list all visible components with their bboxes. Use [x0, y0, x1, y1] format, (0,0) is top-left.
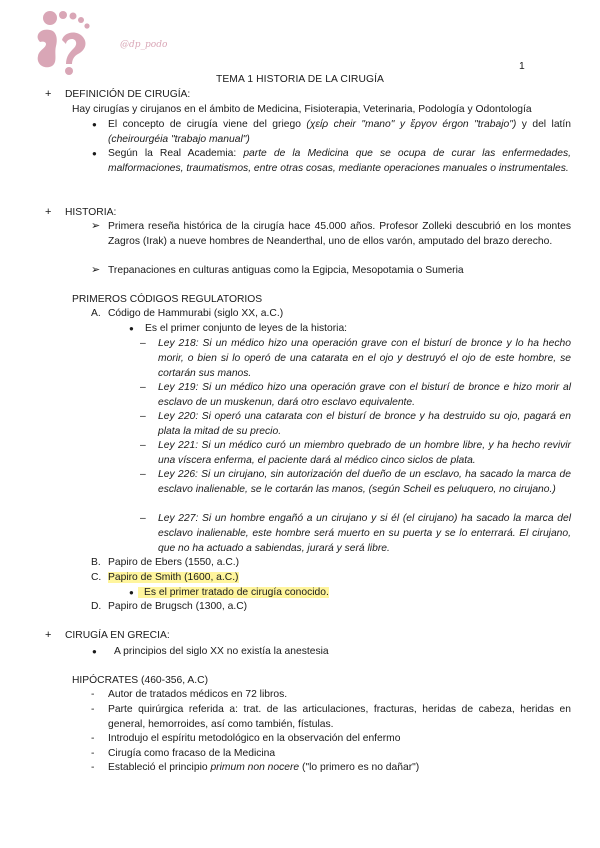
page-title: TEMA 1 HISTORIA DE LA CIRUGÍA [215, 74, 385, 85]
papiro-smith-note: Es el primer tratado de cirugía conocido. [138, 585, 329, 600]
dash-bullet-icon: – [140, 411, 146, 422]
ley-221: Ley 221: Si un médico curó un miembro quebrado de un hombre libre, y ha hecho revivir una víscera enferma, el paciente dará al médico cinco siclos de plata. [158, 440, 571, 466]
ley-218: Ley 218: Si un médico hizo una operación grave con el bisturí de bronce y lo ha hecho morir, o bien si lo operó de una catarata en el ojo y destruyó el ojo de este hombre, se cortarán sus manos. [158, 338, 571, 379]
grecia-anestesia: A principios del siglo XX no existía la anestesia [114, 646, 329, 657]
ley-219: Ley 219: Si un médico hizo una operación grave con el bisturí de bronce e hizo morir al esclavo de un muskenun, dará otro esclavo equivalente. [158, 382, 571, 408]
section-heading-codigos: PRIMEROS CÓDIGOS REGULATORIOS [72, 294, 263, 305]
social-handle: @dp_podo [120, 40, 168, 50]
dash-bullet-icon: - [91, 733, 95, 744]
definicion-intro: Hay cirugías y cirujanos en el ámbito de Medicina, Fisioterapia, Veterinaria, Podología y Odontología [72, 104, 532, 115]
dot-bullet-icon: ● [129, 324, 134, 333]
dash-bullet-icon: – [140, 440, 146, 451]
dash-bullet-icon: – [140, 469, 146, 480]
dash-bullet-icon: - [91, 748, 95, 759]
list-label-a: A. [91, 308, 101, 319]
arrow-bullet-icon: ➢ [91, 220, 101, 232]
codigo-hammurabi: Código de Hammurabi (siglo XX, a.C.) [108, 308, 284, 319]
ley-227: Ley 227: Si un hombre engañó a un cirujano y si él (el cirujano) ha sacado la marca del esclavo inalienable, este hombre será muerto en su puerta y se lo enterrará. El cirujano, que no ha actuado a sabiendas, jurará y será libre. [158, 513, 571, 554]
hipocrates-item-primum: Estableció el principio primum non nocere ("lo primero es no dañar") [108, 762, 420, 773]
historia-item-zolleki: Primera reseña histórica de la cirugía hace 45.000 años. Profesor Zolleki descubrió en los montes Zagros (Irak) a nueve hombres de Neanderthal, uno de ellos varón, amputado del brazo derecho. [108, 221, 571, 247]
hipocrates-item: Cirugía como fracaso de la Medicina [108, 748, 276, 759]
dash-bullet-icon: – [140, 382, 146, 393]
dot-bullet-icon: ● [92, 149, 97, 158]
page-number: 1 [519, 61, 525, 72]
list-label-b: B. [91, 557, 101, 568]
definicion-bullet-rae: Según la Real Academia: parte de la Medicina que se ocupa de curar las enfermedades, malformaciones, traumatismos, entre otras cosas, mediante operaciones manuales o instrumentales. [108, 148, 571, 174]
list-label-d: D. [91, 601, 102, 612]
hipocrates-item: Autor de tratados médicos en 72 libros. [108, 689, 288, 700]
podology-logo [28, 6, 108, 76]
dash-bullet-icon: – [140, 338, 146, 349]
dash-bullet-icon: - [91, 704, 95, 715]
section-heading-hipocrates: HIPÓCRATES (460-356, A.C) [72, 675, 209, 686]
hipocrates-item: Introdujo el espíritu metodológico en la observación del enfermo [108, 733, 401, 744]
hipocrates-item: Parte quirúrgica referida a: trat. de las articulaciones, fracturas, heridas de cabeza, heridas en general, hemorroides, así como también, fístulas. [108, 704, 571, 730]
hammurabi-intro: Es el primer conjunto de leyes de la historia: [145, 323, 348, 334]
ley-226: Ley 226: Si un cirujano, sin autorización del dueño de un esclavo, ha sacado la marca de esclavo inalienable, se le cortarán las manos, (según Scheil es peluquero, no cirujano.) [158, 469, 571, 495]
papiro-ebers: Papiro de Ebers (1550, a.C.) [108, 557, 240, 568]
section-heading-historia: HISTORIA: [65, 207, 117, 218]
papiro-smith: Papiro de Smith (1600, a.C.) [108, 572, 239, 583]
dot-bullet-icon: ● [129, 588, 134, 597]
dash-bullet-icon: - [91, 689, 95, 700]
list-label-c: C. [91, 572, 102, 583]
papiro-brugsch: Papiro de Brugsch (1300, a.C) [108, 601, 248, 612]
section-heading-definicion: DEFINICIÓN DE CIRUGÍA: [65, 89, 191, 100]
ley-220: Ley 220: Si operó una catarata con el bisturí de bronce y ha destruido su ojo, pagará en plata la mitad de su precio. [158, 411, 571, 437]
dash-bullet-icon: - [91, 762, 95, 773]
dot-bullet-icon: ● [92, 647, 97, 656]
plus-bullet-icon: + [45, 88, 52, 100]
plus-bullet-icon: + [45, 629, 52, 641]
arrow-bullet-icon: ➢ [91, 264, 101, 276]
dash-bullet-icon: – [140, 513, 146, 524]
historia-item-trepanaciones: Trepanaciones en culturas antiguas como la Egipcia, Mesopotamia o Sumeria [108, 265, 464, 276]
plus-bullet-icon: + [45, 206, 52, 218]
definicion-bullet-etimologia: El concepto de cirugía viene del griego (χείρ cheir "mano" y ἔργον érgon "trabajo") y del latín (cheirourgéia "trabajo manual") [108, 119, 572, 145]
section-heading-grecia: CIRUGÍA EN GRECIA: [65, 630, 170, 641]
dot-bullet-icon: ● [92, 120, 97, 129]
